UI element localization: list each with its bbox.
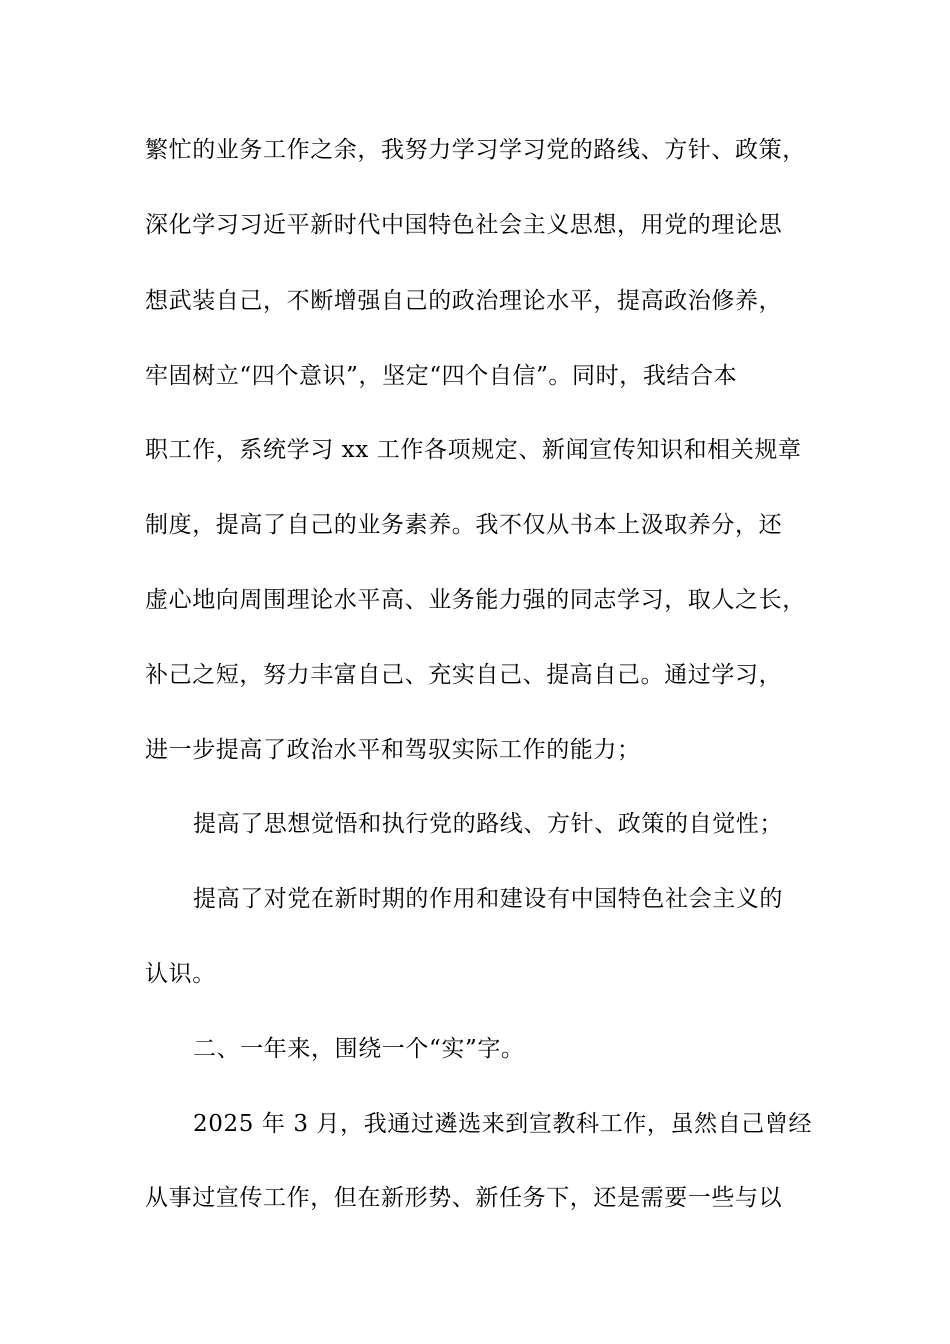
paragraph-line: 提高了对党在新时期的作用和建设有中国特色社会主义的	[193, 886, 783, 912]
text-line: 虚心地向周围理论水平高、业务能力强的同志学习，取人之长，	[145, 587, 806, 613]
section-heading: 二、一年来，围绕一个“实”字。	[193, 1036, 525, 1062]
paragraph-line: 提高了思想觉悟和执行党的路线、方针、政策的自觉性；	[193, 811, 783, 837]
paragraph-line: 2025 年 3 月，我通过遴选来到宣教科工作，虽然自己曾经	[193, 1111, 813, 1137]
text-line: 想武装自己，不断增强自己的政治理论水平，提高政治修养，	[145, 288, 783, 314]
text-line: 职工作，系统学习 xx 工作各项规定、新闻宣传知识和相关规章	[145, 437, 802, 463]
text-line: 从事过宣传工作，但在新形势、新任务下，还是需要一些与以	[145, 1185, 783, 1211]
text-line: 进一步提高了政治水平和驾驭实际工作的能力；	[145, 737, 641, 763]
text-line: 制度，提高了自己的业务素养。我不仅从书本上汲取养分，还	[145, 512, 783, 538]
text-line: 繁忙的业务工作之余，我努力学习学习党的路线、方针、政策，	[145, 137, 806, 163]
text-line: 补己之短，努力丰富自己、充实自己、提高自己。通过学习，	[145, 662, 783, 688]
text-line: 深化学习习近平新时代中国特色社会主义思想，用党的理论思	[145, 212, 783, 238]
text-line: 认识。	[145, 961, 216, 987]
text-line: 牢固树立“四个意识”，坚定“四个自信”。同时，我结合本	[145, 363, 738, 389]
